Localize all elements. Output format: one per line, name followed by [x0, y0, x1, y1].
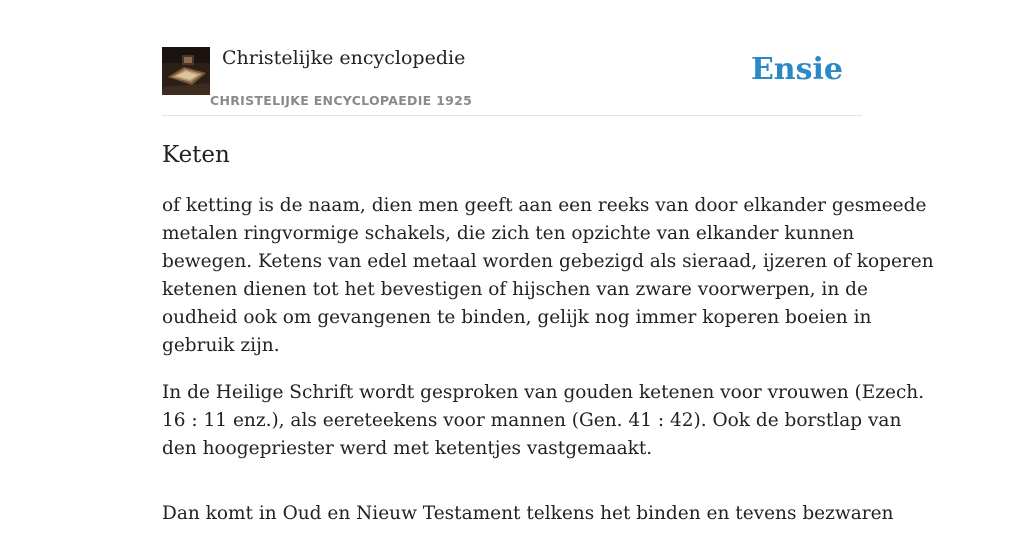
article-paragraph — [162, 500, 894, 528]
text-line: gebruik zijn. — [162, 335, 280, 356]
text-line: Dan komt in Oud en Nieuw Testament telkens het binden en tevens bezwaren — [162, 503, 894, 524]
source-title[interactable]: Christelijke encyclopedie — [222, 47, 466, 69]
text-line: In de Heilige Schrift wordt gesproken van gouden ketenen voor vrouwen (Ezech. — [162, 382, 925, 403]
source-header — [162, 46, 862, 116]
book-thumbnail-icon — [162, 47, 210, 95]
text-line: 16 : 11 enz.), als eereteekens voor mannen (Gen. 41 : 42). Ook de borstlap van — [162, 410, 902, 431]
text-line: bewegen. Ketens van edel metaal worden gebezigd als sieraad, ijzeren of koperen — [162, 251, 934, 272]
article-paragraph — [162, 192, 934, 360]
article-body — [162, 192, 934, 547]
text-line: of ketting is de naam, dien men geeft aan een reeks van door elkander gesmeede — [162, 195, 927, 216]
source-avatar[interactable] — [162, 47, 210, 95]
text-line: oudheid ook om gevangenen te binden, gelijk nog immer koperen boeien in — [162, 307, 872, 328]
text-line: metalen ringvormige schakels, die zich ten opzichte van elkander kunnen — [162, 223, 855, 244]
ensie-logo-link[interactable]: Ensie — [750, 52, 843, 87]
article-title: Keten — [162, 142, 230, 168]
source-subtitle[interactable]: CHRISTELIJKE ENCYCLOPAEDIE 1925 — [210, 93, 473, 108]
text-line: ketenen dienen tot het bevestigen of hijschen van zware voorwerpen, in de — [162, 279, 868, 300]
text-line: den hoogepriester werd met ketentjes vastgemaakt. — [162, 438, 653, 459]
article-paragraph — [162, 379, 925, 463]
